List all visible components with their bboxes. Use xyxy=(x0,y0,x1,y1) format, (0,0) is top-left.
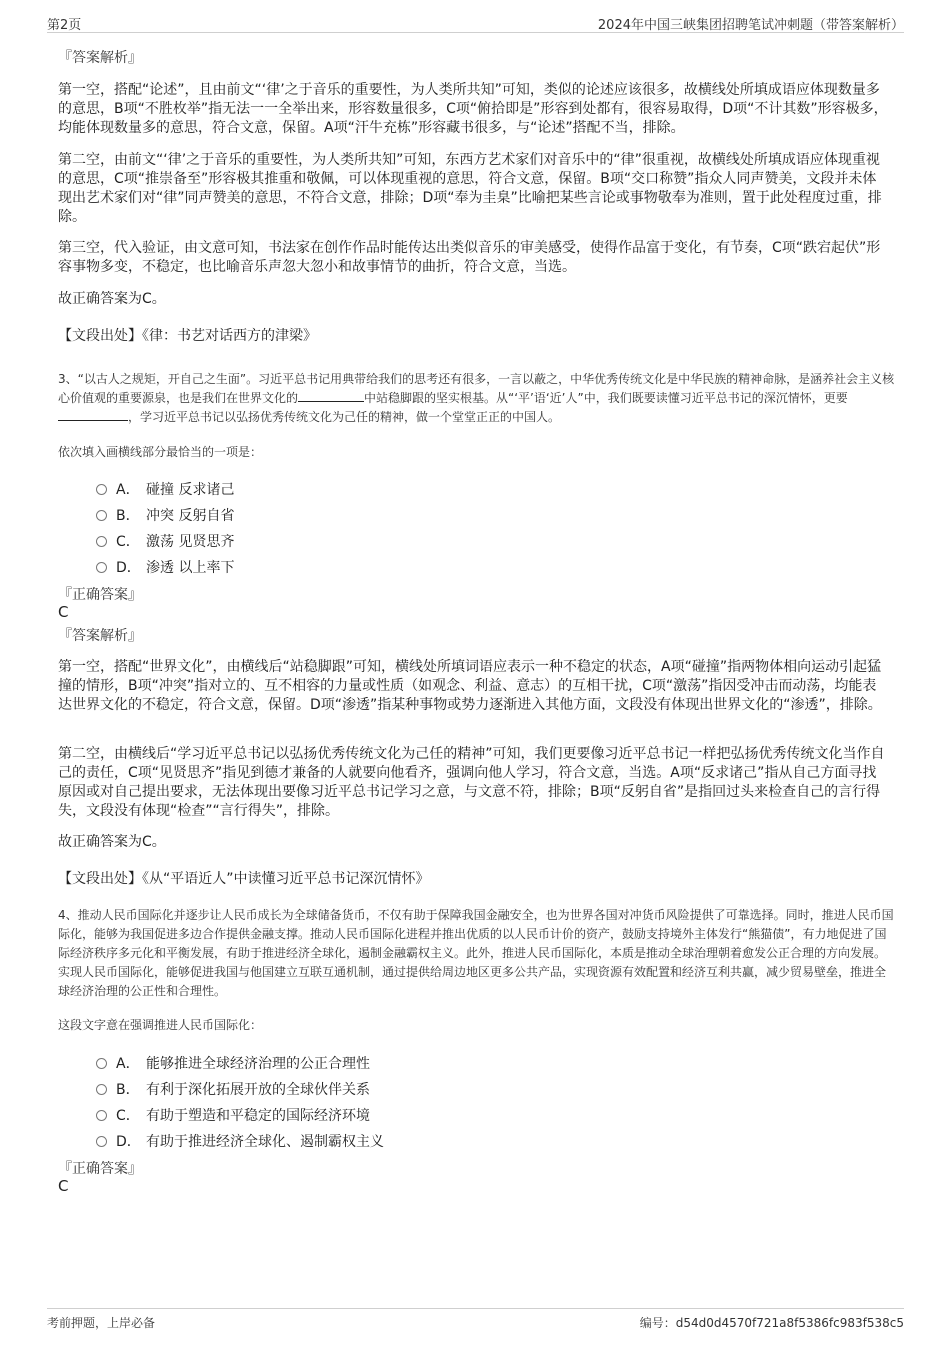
q4-correct-answer: C xyxy=(58,1177,69,1195)
radio-icon[interactable] xyxy=(96,536,107,547)
q3-final-answer: 故正确答案为C。 xyxy=(58,834,166,850)
q4-stem: 4、推动人民币国际化并逐步让人民币成长为全球储备货币，不仅有助于保障我国金融安全，也为世界各国对冲货币风险提供了可靠选择。同时，推进人民币国际化，能够为我国促进多边合作提供金融支撑。推动人民币国际化进程并推出优质的以人民币计价的资产，鼓励支持境外主体发行“熊猫债”，有力地促进了国际经济秩序多元化和平衡发展，有助于推进经济全球化，遏制金融霸权主义。此外，推进人民币国际化，本质是推动全球治理朝着愈发公正合理的方向发展。实现人民币国际化，能够促进我国与他国建立互联互通机制，通过提供给周边地区更多公共产品，实现资源有效配置和经济互利共赢，减少贸易壁垒，推进全球经济治理的公正性和合理性。 xyxy=(58,908,894,998)
q3-stem-part-2: 中站稳脚跟的坚实根基。从“‘平’语‘近’人”中，我们既要读懂习近平总书记的深沉情怀，更要 xyxy=(364,391,848,405)
q4-option-c[interactable]: C． 有助于塑造和平稳定的国际经济环境 xyxy=(96,1105,370,1125)
radio-icon[interactable] xyxy=(96,510,107,521)
radio-icon[interactable] xyxy=(96,1058,107,1069)
radio-icon[interactable] xyxy=(96,1084,107,1095)
page-footer xyxy=(47,1308,904,1331)
q3-analysis-paragraph-2: 第二空，由横线后“学习近平总书记以弘扬优秀传统文化为己任的精神”可知，我们更要像习近平总书记一样把弘扬优秀传统文化当作自己的责任，C项“见贤思齐”指见到德才兼备的人就要向他看齐，强调向他人学习，符合文意，当选。A项“反求诸己”指从自己方面寻找原因或对自己提出要求，无法体现出要像习近平总书记学习之意，与文意不符，排除；B项“反躬自省”是指回过头来检查自己的言行得失，文段没有体现“检查”“言行得失”，排除。 xyxy=(58,746,885,819)
page-header xyxy=(47,10,904,33)
q3-blank-1 xyxy=(298,389,364,402)
q3-analysis-paragraph-1: 第一空，搭配“世界文化”，由横线后“站稳脚跟”可知，横线处所填词语应表示一种不稳定的状态，A项“碰撞”指两物体相向运动引起猛撞的情形，B项“冲突”指对立的、互不相容的力量或性质（如观念、利益、意志）的互相干扰，C项“激荡”指因受冲击而动荡，均能表达世界文化的不稳定，符合文意，保留。D项“渗透”指某种事物或势力逐渐进入其他方面，文段没有体现出世界文化的“渗透”，排除。 xyxy=(58,659,882,713)
q2-source: 【文段出处】《律：书艺对话西方的津梁》 xyxy=(58,328,317,344)
analysis-label: 『答案解析』 xyxy=(58,50,142,66)
q4-prompt: 这段文字意在强调推进人民币国际化： xyxy=(58,1018,263,1032)
q2-analysis-paragraph-3: 第三空，代入验证，由文意可知，书法家在创作作品时能传达出类似音乐的审美感受，使得作品富于变化，有节奏，C项“跌宕起伏”形容事物多变，不稳定，也比喻音乐声忽大忽小和故事情节的曲折，符合文意，当选。 xyxy=(58,240,881,275)
q3-source: 【文段出处】《从“平语近人”中读懂习近平总书记深沉情怀》 xyxy=(58,871,430,887)
q4-option-d[interactable]: D． 有助于推进经济全球化、遏制霸权主义 xyxy=(96,1131,384,1151)
q3-blank-2 xyxy=(58,408,128,421)
radio-icon[interactable] xyxy=(96,484,107,495)
document-title: 2024年中国三峡集团招聘笔试冲刺题（带答案解析） xyxy=(597,18,904,33)
footer-slogan: 考前押题，上岸必备 xyxy=(47,1316,156,1330)
q3-option-b[interactable]: B． 冲突 反躬自省 xyxy=(96,505,234,525)
q4-option-a[interactable]: A． 能够推进全球经济治理的公正合理性 xyxy=(96,1053,370,1073)
q4-option-b[interactable]: B． 有利于深化拓展开放的全球伙伴关系 xyxy=(96,1079,370,1099)
radio-icon[interactable] xyxy=(96,562,107,573)
correct-answer-label: 『正确答案』 xyxy=(58,587,142,603)
q3-option-a[interactable]: A． 碰撞 反求诸己 xyxy=(96,479,234,499)
q3-stem xyxy=(58,370,896,427)
radio-icon[interactable] xyxy=(96,1136,107,1147)
q2-analysis-paragraph-2: 第二空，由前文“‘律’之于音乐的重要性，为人类所共知”可知，东西方艺术家们对音乐中的“律”很重视，故横线处所填成语应体现重视的意思，C项“推崇备至”形容极其推重和敬佩，可以体现重视的意思，符合文意，保留。B项“交口称赞”指众人同声赞美，文段并未体现出艺术家们对“律”同声赞美的意思，不符合文意，排除；D项“奉为圭臬”比喻把某些言论或事物敬奉为准则，置于此处程度过重，排除。 xyxy=(58,152,882,225)
q3-stem-part-1: 3、“以古人之规矩，开自己之生面”。习近平总书记用典带给我们的思考还有很多，一言以蔽之，中华优秀传统文化是中华民族的精神命脉，是涵养社会主义核心价值观的重要源泉，也是我们在世界文化的 xyxy=(58,372,895,405)
q3-option-d[interactable]: D． 渗透 以上率下 xyxy=(96,557,234,577)
radio-icon[interactable] xyxy=(96,1110,107,1121)
document-id: 编号：d54d0d4570f721a8f5386fc983f538c5 xyxy=(639,1316,904,1330)
correct-answer-label: 『正确答案』 xyxy=(58,1161,142,1177)
q3-prompt: 依次填入画横线部分最恰当的一项是： xyxy=(58,445,263,459)
page-number: 第2页 xyxy=(47,18,82,33)
q2-final-answer: 故正确答案为C。 xyxy=(58,291,166,307)
q3-option-c[interactable]: C． 激荡 见贤思齐 xyxy=(96,531,234,551)
q3-stem-part-3: ，学习近平总书记以弘扬优秀传统文化为己任的精神，做一个堂堂正正的中国人。 xyxy=(128,410,561,424)
q3-correct-answer: C xyxy=(58,603,69,621)
analysis-label: 『答案解析』 xyxy=(58,628,142,644)
q2-analysis-paragraph-1: 第一空，搭配“论述”，且由前文“‘律’之于音乐的重要性，为人类所共知”可知，类似的论述应该很多，故横线处所填成语应体现数量多的意思，B项“不胜枚举”指无法一一全举出来，形容数量很多，C项“俯拾即是”形容到处都有，很容易取得，D项“不计其数”形容极多，均能体现数量多的意思，符合文意，保留。A项“汗牛充栋”形容藏书很多，与“论述”搭配不当，排除。 xyxy=(58,82,888,136)
